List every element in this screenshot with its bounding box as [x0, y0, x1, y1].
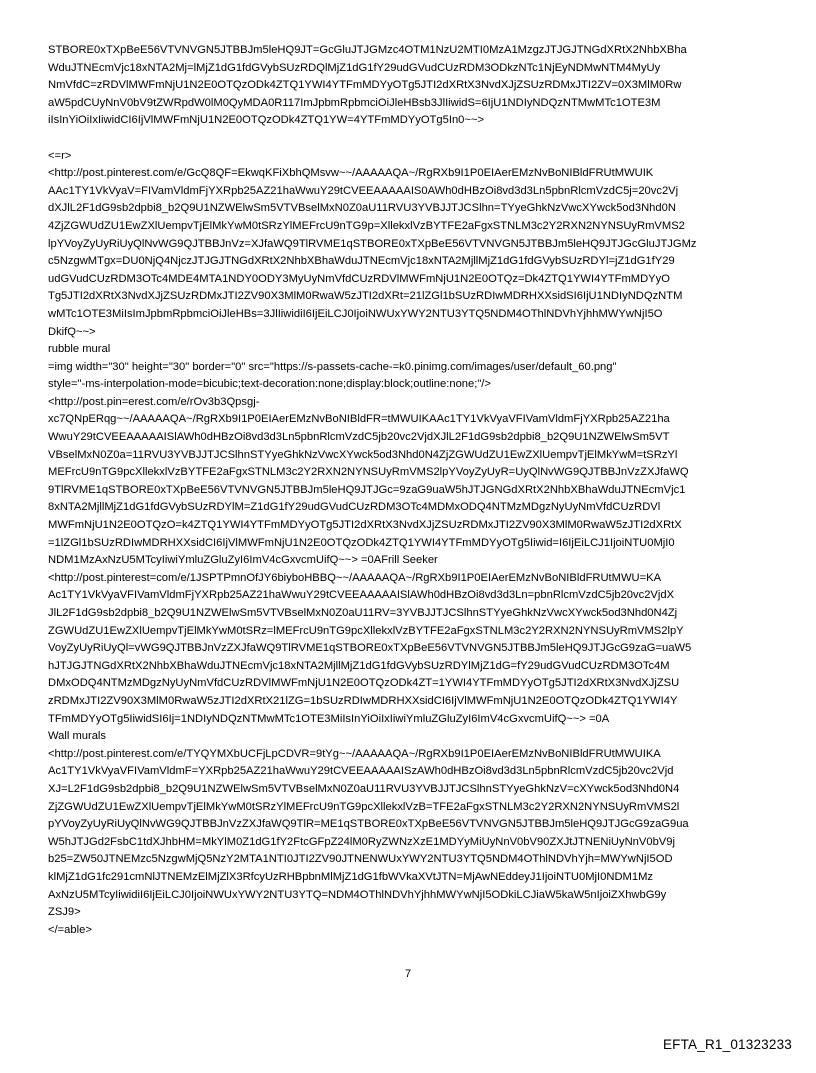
text-line: hJTJGJTNGdXRtX2NhbXBhaWduJTNEcmVjc18xNTA2MjllMjZ1dG1fdGVybSUzRDYlMjZ1dG=fY29udGVudCUzRDM3OTc4M — [48, 659, 670, 672]
text-line: <http://post.pinterest.com/e/TYQYMXbUCFjLpCDVR=9tYg~~/AAAAAQA~/RgRXb9I1P0EIAerEMzNvBoNIBldFRUtMWUIKA — [48, 747, 661, 760]
text-line: aW5pdCUyNnV0bV9tZWRpdW0lM0QyMDA0R117ImJpbmRpbmciOiJleHBsb3JlIiwidS=6IjU1NDIyNDQzNTMwMTc1OTE3M — [48, 96, 661, 109]
text-line: b25=ZW50JTNEMzc5NzgwMjQ5NzY2MTA1NTI0JTI2ZV90JTNENWUxYWY2NTU3YTQ5NDM4OThlNDVhYjh=MWYwNjI5OD — [48, 853, 673, 866]
text-line: iIsInYiOiIxIiwidCI6IjVlMWFmNjU1N2E0OTQzODk4ZTQ1YW=4YTFmMDYyOTg5In0~~> — [48, 114, 484, 127]
text-line: xc7QNpERqg~~/AAAAAQA~/RgRXb9I1P0EIAerEMzNvBoNIBldFR=tMWUIKAAc1TY1VkVyaVFIVamVldmFjYXRpb25AZ21ha — [48, 413, 670, 426]
text-line: WwuY29tCVEEAAAAAISlAWh0dHBzOi8vd3d3Ln5pbnRlcmVzdC5jb20vc2VjdXJlL2F1dG9sb2dpbi8_b2Q9U1NZWElwSm5VT — [48, 431, 670, 444]
text-line: ZSJ9> — [48, 906, 81, 919]
text-line: TFmMDYyOTg5IiwidSI6Ij=1NDIyNDQzNTMwMTc1OTE3MiIsInYiOiIxIiwiYmluZGluZyI6ImV4cGxvcmUifQ~~> =0A — [48, 712, 610, 725]
text-line: ZjZGWUdZU1EwZXlUempvTjElMkYwM0tSRzYlMEFrcU9nTG9pcXllekxlVzB=TFE2aFgxSTNLM3c2Y2RXN2NYNSUyRmVMS2l — [48, 800, 680, 813]
text-line: VBselMxN0Z0a=11RVU3YVBJJTJCSlhnSTYyeGhkNzVwcXYwck5od3Nhd0N4ZjZGWUdZU1EwZXlUempvTjElMkYwM=tSRzYl — [48, 448, 678, 461]
text-line: wMTc1OTE3MiIsImJpbmRpbmciOiJleHBs=3JlIiwidiI6IjEiLCJ0IjoiNWUxYWY2NTU3YTQ5NDM4OThlNDVhYjhhMWYwNjI5O — [48, 307, 663, 320]
text-line: =img width="30" height="30" border="0" src="https://s-passets-cache-=k0.pinimg.com/images/user/default_60.png" — [48, 360, 617, 373]
text-line: zRDMxJTI2ZV90X3MlM0RwaW5zJTI2dXRtX21lZG=1bSUzRDIwMDRHXXsidCI6IjVlMWFmNjU1N2E0OTQzODk4ZTQ1YWI4Y — [48, 694, 678, 707]
text-line: 4ZjZGWUdZU1EwZXlUempvTjElMkYwM0tSRzYlMEFrcU9nTG9p=XllekxlVzBYTFE2aFgxSTNLM3c2Y2RXN2NYNSUyRmVMS2 — [48, 219, 685, 232]
text-line: Ac1TY1VkVyaVFIVamVldmF=YXRpb25AZ21haWwuY29tCVEEAAAAAISzAWh0dHBzOi8vd3d3Ln5pbnRlcmVzdC5jb20vc2Vjd — [48, 765, 674, 778]
text-line: ZGWUdZU1EwZXlUempvTjElMkYwM0tSRz=lMEFrcU9nTG9pcXllekxlVzBYTFE2aFgxSTNLM3c2Y2RXN2NYNSUyRmVMS2lpY — [48, 624, 684, 637]
text-line: Wall murals — [48, 730, 107, 743]
text-line: lpYVoyZyUyRiUyQlNvWG9QJTBBJnVz=XJfaWQ9TlRVME1qSTBORE0xTXpBeE56VTVNVGN5JTBBJm5leHQ9JTJGcGluJTJGMz — [48, 237, 697, 250]
text-line: NmVfdC=zRDVlMWFmNjU1N2E0OTQzODk4ZTQ1YWI4YTFmMDYyOTg5JTI2dXRtX3NvdXJjZSUzRDMxJTI2ZV=0X3MlM0Rw — [48, 79, 682, 92]
text-line: XJ=L2F1dG9sb2dpbi8_b2Q9U1NZWElwSm5VTVBselMxN0Z0aU11RVU3YVBJJTJCSlhnSTYyeGhkNzV=cXYwck5od3Nhd0N4 — [48, 782, 680, 795]
text-line: JlL2F1dG9sb2dpbi8_b2Q9U1NZWElwSm5VTVBselMxN0Z0aU11RV=3YVBJJTJCSlhnSTYyeGhkNzVwcXYwck5od3Nhd0N4Zj — [48, 607, 678, 619]
text-line: DkifQ~~> — [48, 325, 96, 338]
text-line: c5NzgwMTgx=DU0NjQ4NjczJTJGJTNGdXRtX2NhbXBhaWduJTNEcmVjc18xNTA2MjllMjZ1dG1fdGVybSUzRDYl=jZ1dG1fY29 — [48, 255, 675, 268]
text-line: dXJlL2F1dG9sb2dpbi8_b2Q9U1NZWElwSm5VTVBselMxN0Z0aU11RVU3YVBJJTJCSlhn=TYyeGhkNzVwcXYwck5od3Nhd0N — [48, 202, 676, 215]
text-line: klMjZ1dG1fc291cmNlJTNEMzElMjZlX3RfcyUzRHBpbnMlMjZ1dG1fbWVkaXVtJTN=MjAwNEddeyJ1IjoiNTU0MjI0NDM1Mz — [48, 870, 653, 883]
document-body — [48, 42, 776, 939]
text-line: <http://post.pinterest=com/e/1JSPTPmnOfJY6biyboHBBQ~~/AAAAAQA~/RgRXb9I1P0EIAerEMzNvBoNIBldFRUtMWU=KA — [48, 571, 662, 584]
text-line: W5hJTJGd2FsbC1tdXJhbHM=MkYlM0Z1dG1fY2FtcGFpZ24lM0RyZWNzXzE1MDYyMiUyNnV0bV90ZXJtJTNENiUyNnV0bV9j — [48, 835, 675, 848]
text-line: <=r> — [48, 149, 72, 162]
text-line: Tg5JTI2dXRtX3NvdXJjZSUzRDMxJTI2ZV90X3MlM0RwaW5zJTI2dXRt=21lZGl1bSUzRDIwMDRHXXsidSI6IjU1NDIyNDQzNTM — [48, 290, 683, 303]
text-line: NDM1MzAxNzU5MTcyIiwiYmluZGluZyI6ImV4cGxvcmUifQ~~> =0AFrill Seeker — [48, 554, 438, 567]
text-line: style="-ms-interpolation-mode=bicubic;text-decoration:none;display:block;outline:none;"/> — [48, 378, 491, 391]
blank-line — [48, 130, 776, 148]
text-line: DMxODQ4NTMzMDgzNyUyNmVfdCUzRDVlMWFmNjU1N2E0OTQzODk4ZT=1YWI4YTFmMDYyOTg5JTI2dXRtX3NvdXJjZSU — [48, 677, 680, 690]
text-line: 8xNTA2MjllMjZ1dG1fdGVybSUzRDYlM=Z1dG1fY29udGVudCUzRDM3OTc4MDMxODQ4NTMzMDgzNyUyNmVfdCUzRDVl — [48, 501, 661, 514]
text-line: 9TlRVME1qSTBORE0xTXpBeE56VTVNVGN5JTBBJm5leHQ9JTJGc=9zaG9uaW5hJTJGNGdXRtX2NhbXBhaWduJTNEcmVjc1 — [48, 483, 686, 496]
text-line: AAc1TY1VkVyaV=FIVamVldmFjYXRpb25AZ21haWwuY29tCVEEAAAAAIS0AWh0dHBzOi8vd3d3Ln5pbnRlcmVzdC5j=20vc2Vj — [48, 184, 679, 197]
text-line: MWFmNjU1N2E0OTQzO=k4ZTQ1YWI4YTFmMDYyOTg5JTI2dXRtX3NvdXJjZSUzRDMxJTI2ZV90X3MlM0RwaW5zJTI2dXRtX — [48, 519, 682, 532]
text-line: STBORE0xTXpBeE56VTVNVGN5JTBBJm5leHQ9JT=GcGluJTJGMzc4OTM1NzU2MTI0MzA1MzgzJTJGJTNGdXRtX2NhbXBha — [48, 44, 687, 56]
text-line: </=able> — [48, 923, 92, 936]
text-line: WduJTNEcmVjc18xNTA2Mj=lMjZ1dG1fdGVybSUzRDQlMjZ1dG1fY29udGVudCUzRDM3ODkzNTc1NjEyNDMwNTM4MyUy — [48, 61, 661, 74]
document-id: EFTA_R1_01323233 — [662, 1037, 792, 1052]
text-line: AxNzU5MTcyIiwidiI6IjEiLCJ0IjoiNWUxYWY2NTU3YTQ=NDM4OThlNDVhYjhhMWYwNjI5ODkiLCJiaW5kaW5nIjoiZXhwbG9y — [48, 888, 667, 901]
text-line: MEFrcU9nTG9pcXllekxlVzBYTFE2aFgxSTNLM3c2Y2RXN2NYNSUyRmVMS2lpYVoyZyUyR=UyQlNvWG9QJTBBJnVzZXJfaWQ — [48, 466, 689, 479]
text-line: <http://post.pin=erest.com/e/rOv3b3Qpsgj- — [48, 395, 260, 408]
text-line: =1lZGl1bSUzRDIwMDRHXXsidCI6IjVlMWFmNjU1N2E0OTQzODk4ZTQ1YWI4YTFmMDYyOTg5Iiwid=I6IjEiLCJ1IjoiNTU0MjI0 — [48, 536, 675, 549]
text-line: pYVoyZyUyRiUyQlNvWG9QJTBBJnVzZXJfaWQ9TlR=ME1qSTBORE0xTXpBeE56VTVNVGN5JTBBJm5leHQ9JTJGcG9zaG9ua — [48, 818, 689, 831]
text-line: VoyZyUyRiUyQl=vWG9QJTBBJnVzZXJfaWQ9TlRVME1qSTBORE0xTXpBeE56VTVNVGN5JTBBJm5leHQ9JTJGcG9zaG=uaW5 — [48, 642, 692, 655]
text-line: udGVudCUzRDM3OTc4MDE4MTA1NDY0ODY3MyUyNmVfdCUzRDVlMWFmNjU1N2E0OTQz=Dk4ZTQ1YWI4YTFmMDYyO — [48, 272, 670, 285]
page-number: 7 — [404, 968, 412, 980]
text-line: Ac1TY1VkVyaVFIVamVldmFjYXRpb25AZ21haWwuY29tCVEEAAAAAISlAWh0dHBzOi8vd3d3Ln=pbnRlcmVzdC5jb20vc2VjdX — [48, 589, 675, 602]
text-line: <http://post.pinterest.com/e/GcQ8QF=EkwqKFiXbhQMsvw~~/AAAAAQA~/RgRXb9I1P0EIAerEMzNvBoNIBldFRUtMWUIK — [48, 167, 654, 180]
text-line: rubble mural — [48, 343, 111, 356]
